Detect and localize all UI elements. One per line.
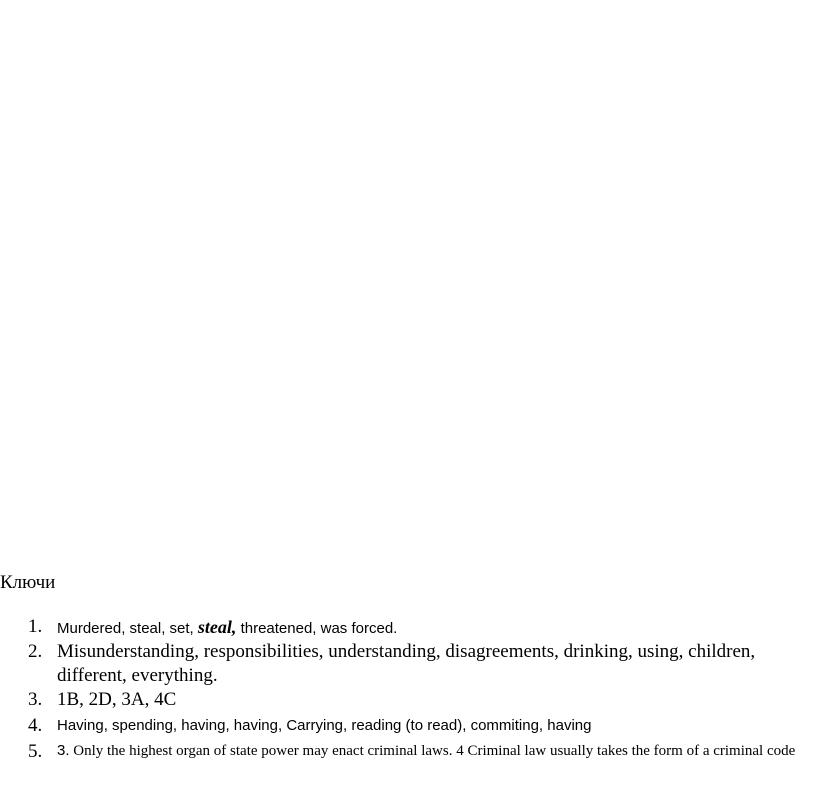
list-item-text: 1B, 2D, 3A, 4C [57,689,177,710]
answer-prefix: 3. [57,742,70,759]
list-number: 1. [28,616,43,637]
list-number: 3. [28,689,43,710]
page-title: Ключи [0,572,56,593]
emphasized-answer: steal, [197,617,237,637]
list-item-text: Misunderstanding, responsibilities, understanding, disagreements, drinking, using, children, different, everything. [57,641,756,686]
list-number: 4. [28,715,43,736]
answer-text: Murdered, steal, set, [57,620,198,637]
list-item-text [57,615,807,641]
list-number: 5. [28,741,43,762]
answer-text: threatened, was forced. [236,620,398,637]
list-item-text: Having, spending, having, having, Carrying, reading (to read), commiting, having [57,717,592,734]
list-number: 2. [28,641,43,662]
list-item-text [57,740,807,762]
answer-text: Only the highest organ of state power may enact criminal laws. 4 Criminal law usually takes the form of a criminal code [69,743,796,759]
